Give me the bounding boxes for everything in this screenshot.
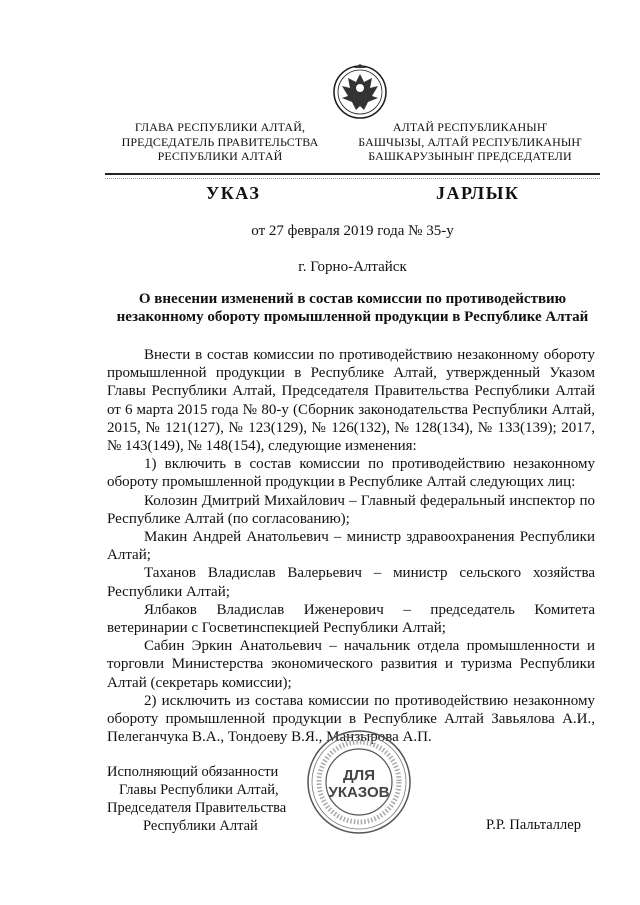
doc-type-title-altai: JАРЛЫК bbox=[436, 183, 520, 203]
city-line: г. Горно-Алтайск bbox=[298, 259, 407, 275]
signature-block bbox=[107, 763, 286, 835]
subject-line: О внесении изменений в состав комиссии по противодействию bbox=[138, 291, 567, 307]
body-paragraph: Сабин Эркин Анатольевич – начальник отдела промышленности и торговли Министерства экономического развития и туризма Республики Алтай (секретарь комиссии); bbox=[107, 638, 595, 691]
signature-line: Председателя Правительства bbox=[107, 800, 287, 816]
header-left-line: ПРЕДСЕДАТЕЛЬ ПРАВИТЕЛЬСТВА bbox=[121, 134, 319, 149]
subject-line: незаконному обороту промышленной продукции в Республике Алтай bbox=[116, 309, 589, 325]
header-right-block bbox=[355, 120, 585, 164]
document-body bbox=[107, 346, 595, 746]
header-right-line: БАШКАРУЗЫНЫҤ ПРЕДСЕДАТЕЛИ bbox=[368, 149, 572, 163]
header-left-block bbox=[105, 120, 335, 164]
coat-of-arms-emblem bbox=[332, 62, 388, 126]
signature-line: Республики Алтай bbox=[143, 818, 258, 834]
signatory-name: Р.Р. Пальталлер bbox=[486, 817, 581, 833]
header-divider-dotted bbox=[105, 178, 600, 179]
date-line: от 27 февраля 2019 года № 35-у bbox=[251, 223, 454, 239]
body-paragraph: Макин Андрей Анатольевич – министр здравоохранения Республики Алтай; bbox=[107, 529, 595, 564]
body-paragraph: Таханов Владислав Валерьевич – министр сельского хозяйства Республики Алтай; bbox=[107, 565, 595, 600]
header-right-line: АЛТАЙ РЕСПУБЛИКАНЫҤ bbox=[392, 120, 548, 134]
body-paragraph: 2) исключить из состава комиссии по противодействию незаконному обороту промышленной продукции в Республике Алтай Завьялова А.И., Пелеганчука В.А., Тондоеву В.Я., Манзырова А.П. bbox=[107, 692, 595, 746]
header-left-line: РЕСПУБЛИКИ АЛТАЙ bbox=[157, 149, 283, 163]
header-right-line: БАШЧЫЗЫ, АЛТАЙ РЕСПУБЛИКАНЫҤ bbox=[358, 134, 582, 149]
document-subject bbox=[105, 290, 600, 326]
official-stamp bbox=[305, 728, 413, 836]
doc-type-title: УКАЗ bbox=[206, 183, 261, 203]
signature-line: Главы Республики Алтай, bbox=[119, 782, 279, 798]
body-paragraph: Колозин Дмитрий Михайлович – Главный федеральный инспектор по Республике Алтай (по согласованию); bbox=[107, 492, 595, 527]
stamp-text: ДЛЯ bbox=[343, 767, 375, 784]
stamp-text: УКАЗОВ bbox=[328, 784, 390, 801]
body-paragraph: Внести в состав комиссии по противодействию незаконному обороту промышленной продукции в Республике Алтай, утвержденный Указом Главы Республики Алтай, Председателя Правительства Республики Алтай от 6 марта 2015 года № 80-у (Сборник законодательства Республики Алтай, 2015, № 121(127), № 123(129), № 126(132), № 128(134), № 133(139); 2017, № 143(149), № 148(154), следующие изменения: bbox=[107, 347, 595, 455]
header-left-line: ГЛАВА РЕСПУБЛИКИ АЛТАЙ, bbox=[134, 120, 306, 134]
header-divider bbox=[105, 173, 600, 175]
body-paragraph: 1) включить в состав комиссии по противодействию незаконному обороту промышленной продукции в Республике Алтай следующих лиц: bbox=[107, 456, 595, 491]
signature-line: Исполняющий обязанности bbox=[107, 764, 279, 780]
body-paragraph: Ялбаков Владислав Иженерович – председатель Комитета ветеринарии с Госветинспекцией Республики Алтай; bbox=[107, 601, 595, 637]
